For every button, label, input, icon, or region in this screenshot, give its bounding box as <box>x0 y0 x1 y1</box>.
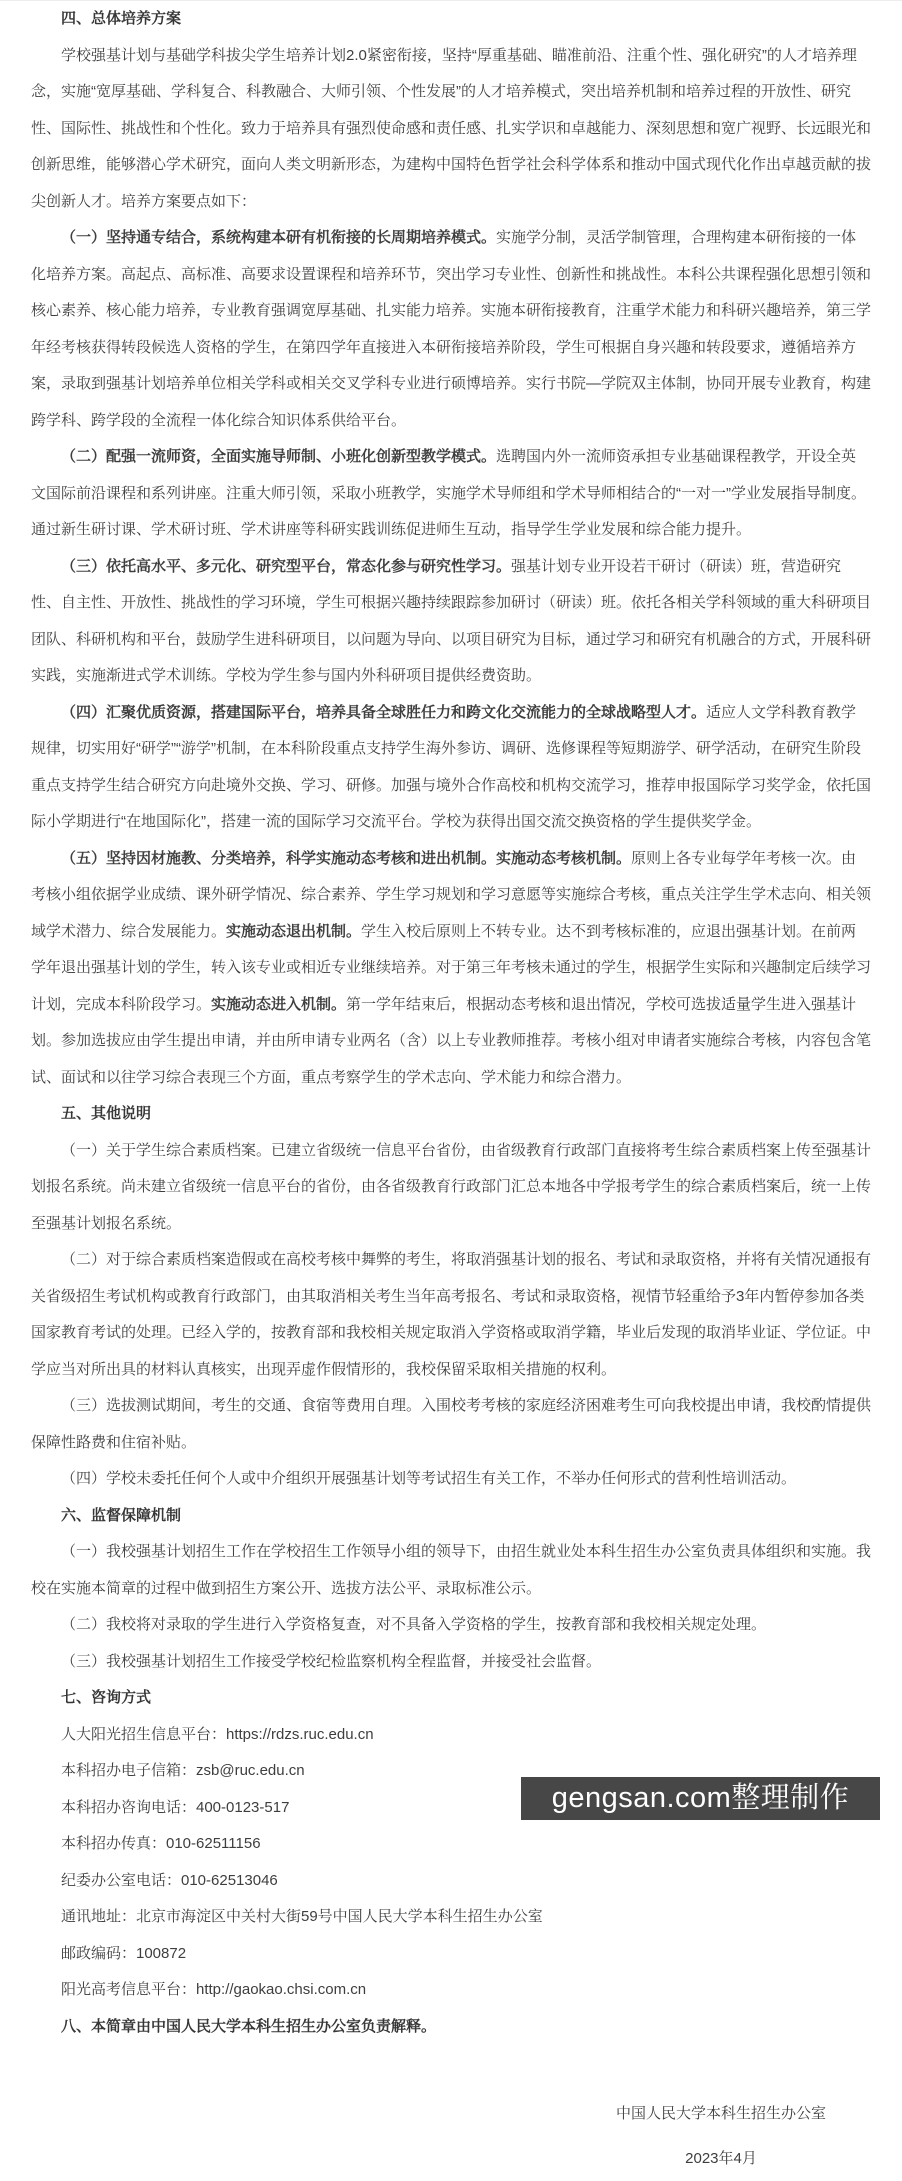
paragraph <box>31 1644 871 1681</box>
paragraph <box>31 1242 871 1388</box>
signature-block <box>571 2091 871 2181</box>
paragraph <box>31 1607 871 1644</box>
bold-text-run: 实施动态进入机制。 <box>211 995 347 1013</box>
paragraph <box>31 695 871 841</box>
section-heading-2: 五、其他说明 <box>61 1105 152 1122</box>
text-run: 本科招办传真：010-62511156 <box>61 1835 261 1852</box>
text-run: 邮政编码：100872 <box>61 1944 187 1962</box>
text-run: 通讯地址：北京市海淀区中关村大街59号中国人民大学本科生招生办公室 <box>61 1908 543 1925</box>
text-run: 原则上各专业每学年考核一次。由考核小组依据学业成绩、课外研学情况、综合素养、学生学习规划和学习意愿等实施综合考核，重点关注学生学术志向、相关领域学术潜力、综合发展能力。 <box>31 849 872 940</box>
text-run: （四）学校未委托任何个人或中介组织开展强基计划等考试招生有关工作，不举办任何形式的营利性培训活动。 <box>61 1470 797 1487</box>
section-heading-5: 八、本简章由中国人民大学本科生招生办公室负责解释。 <box>61 2017 437 2035</box>
signature-date: 2023年4月 <box>685 2150 757 2167</box>
paragraph <box>31 1863 871 1900</box>
paragraph <box>31 38 871 221</box>
text-run: （二）我校将对录取的学生进行入学资格复查，对不具备入学资格的学生，按教育部和我校相关规定处理。 <box>61 1616 767 1633</box>
text-run: 本科招办电子信箱：zsb@ruc.edu.cn <box>61 1762 305 1779</box>
bold-text-run: 实施动态退出机制。 <box>226 922 362 940</box>
bold-text-run: （五）坚持因材施教、分类培养，科学实施动态考核和进出机制。实施动态考核机制。 <box>61 849 632 867</box>
section-heading-1: 四、总体培养方案 <box>61 10 182 27</box>
text-run: （三）选拔测试期间，考生的交通、食宿等费用自理。入围校考考核的家庭经济困难考生可向我校提出申请，我校酌情提供保障性路费和住宿补贴。 <box>31 1397 872 1451</box>
text-run: 强基计划专业开设若干研讨（研读）班，营造研究性、自主性、开放性、挑战性的学习环境，学生可根据兴趣持续跟踪参加研讨（研读）班。依托各相关学科领域的重大科研项目团队、科研机构和平台，鼓励学生进科研项目，以问题为导向、以项目研究为目标，通过学习和研究有机融合的方式，开展科研实践，实施渐进式学术训练。学校为学生参与国内外科研项目提供经费资助。 <box>31 557 872 684</box>
bold-text-run: （四）汇聚优质资源，搭建国际平台，培养具备全球胜任力和跨文化交流能力的全球战略型人才。 <box>61 703 707 721</box>
text-run: 阳光高考信息平台：http://gaokao.chsi.com.cn <box>61 1981 367 1998</box>
bold-text-run: （一）坚持通专结合，系统构建本研有机衔接的长周期培养模式。 <box>61 229 497 246</box>
section-heading-3: 六、监督保障机制 <box>61 1506 182 1524</box>
paragraph <box>31 841 871 1097</box>
text-run: 本科招办咨询电话：400-0123-517 <box>61 1798 290 1816</box>
watermark-banner: gengsan.com整理制作 <box>521 1777 880 1820</box>
text-run: （一）我校强基计划招生工作在学校招生工作领导小组的领导下，由招生就业处本科生招生办公室负责具体组织和实施。我校在实施本简章的过程中做到招生方案公开、选拔方法公平、录取标准公示。 <box>31 1543 872 1597</box>
text-run: 人大阳光招生信息平台：https://rdzs.ruc.edu.cn <box>61 1725 374 1743</box>
text-run: （三）我校强基计划招生工作接受学校纪检监察机构全程监督，并接受社会监督。 <box>61 1652 602 1670</box>
paragraph <box>31 1717 871 1754</box>
text-run: 学校强基计划与基础学科拔尖学生培养计划2.0紧密衔接，坚持“厚重基础、瞄准前沿、注重个性、强化研究”的人才培养理念，实施“宽厚基础、学科复合、科教融合、大师引领、个性发展”的人才培养模式，突出培养机制和培养过程的开放性、研究性、国际性、挑战性和个性化。致力于培养具有强烈使命感和责任感、扎实学识和卓越能力、深刻思想和宽广视野、长远眼光和创新思维，能够潜心学术研究，面向人类文明新形态，为建构中国特色哲学社会科学体系和推动中国式现代化作出卓越贡献的拔尖创新人才。培养方案要点如下： <box>31 46 872 210</box>
text-run: 第一学年结束后，根据动态考核和退出情况，学校可选拔适量学生进入强基计划。参加选拔应由学生提出申请，并由所申请专业两名（含）以上专业教师推荐。考核小组对申请者实施综合考核，内容包含笔试、面试和以往学习综合表现三个方面，重点考察学生的学术志向、学术能力和综合潜力。 <box>31 995 872 1086</box>
paragraph <box>31 220 871 439</box>
paragraph <box>31 1899 871 1936</box>
text-run: 适应人文学科教育教学规律，切实用好“研学”“游学”机制，在本科阶段重点支持学生海外参访、调研、选修课程等短期游学、研学活动，在研究生阶段重点支持学生结合研究方向赴境外交换、学习、研修。加强与境外合作高校和机构交流学习，推荐申报国际学习奖学金，依托国际小学期进行“在地国际化”，搭建一流的国际学习交流平台。学校为获得出国交流交换资格的学生提供奖学金。 <box>31 703 872 830</box>
paragraph <box>31 1388 871 1461</box>
paragraph <box>31 1826 871 1863</box>
bold-text-run: （三）依托高水平、多元化、研究型平台，常态化参与研究性学习。 <box>61 557 512 575</box>
paragraph <box>31 1936 871 1973</box>
text-run: 纪委办公室电话：010-62513046 <box>61 1871 278 1889</box>
text-run: （二）对于综合素质档案造假或在高校考核中舞弊的考生，将取消强基计划的报名、考试和录取资格，并将有关情况通报有关省级招生考试机构或教育行政部门，由其取消相关考生当年高考报名、考试和录取资格，视情节轻重给予3年内暂停参加各类国家教育考试的处理。已经入学的，按教育部和我校相关规定取消入学资格或取消学籍，毕业后发现的取消毕业证、学位证。中学应当对所出具的材料认真核实，出现弄虚作假情形的，我校保留采取相关措施的权利。 <box>31 1251 872 1378</box>
text-run: 选聘国内外一流师资承担专业基础课程教学，开设全英文国际前沿课程和系列讲座。注重大师引领，采取小班教学，实施学术导师组和学术导师相结合的“一对一”学业发展指导制度。通过新生研讨课、学术研讨班、学术讲座等科研实践训练促进师生互动，指导学生学业发展和综合能力提升。 <box>31 448 866 538</box>
text-run: （一）关于学生综合素质档案。已建立省级统一信息平台省份，由省级教育行政部门直接将考生综合素质档案上传至强基计划报名系统。尚未建立省级统一信息平台的省份，由各省级教育行政部门汇总本地各中学报考学生的综合素质档案后，统一上传至强基计划报名系统。 <box>31 1141 872 1232</box>
paragraph <box>31 1534 871 1607</box>
paragraph <box>31 439 871 549</box>
paragraph <box>31 549 871 695</box>
bold-text-run: （二）配强一流师资，全面实施导师制、小班化创新型教学模式。 <box>61 448 497 465</box>
paragraph <box>31 1461 871 1498</box>
section-heading-4: 七、咨询方式 <box>61 1689 152 1706</box>
text-run: 学生入校后原则上不转专业。达不到考核标准的，应退出强基计划。在前两学年退出强基计划的学生，转入该专业或相近专业继续培养。对于第三年考核未通过的学生，根据学生实际和兴趣制定后续学习计划，完成本科阶段学习。 <box>31 922 872 1013</box>
text-run: 实施学分制，灵活学制管理，合理构建本研衔接的一体化培养方案。高起点、高标准、高要求设置课程和培养环节，突出学习专业性、创新性和挑战性。本科公共课程强化思想引领和核心素养、核心能力培养，专业教育强调宽厚基础、扎实能力培养。实施本研衔接教育，注重学术能力和科研兴趣培养，第三学年经考核获得转段候选人资格的学生，在第四学年直接进入本研衔接培养阶段，学生可根据自身兴趣和转段要求，遵循培养方案，录取到强基计划培养单位相关学科或相关交叉学科专业进行硕博培养。实行书院—学院双主体制，协同开展专业教育，构建跨学科、跨学段的全流程一体化综合知识体系供给平台。 <box>31 229 872 429</box>
document-body <box>31 1 871 2045</box>
paragraph <box>31 1972 871 2009</box>
signature-org: 中国人民大学本科生招生办公室 <box>615 2105 826 2122</box>
paragraph <box>31 1133 871 1243</box>
